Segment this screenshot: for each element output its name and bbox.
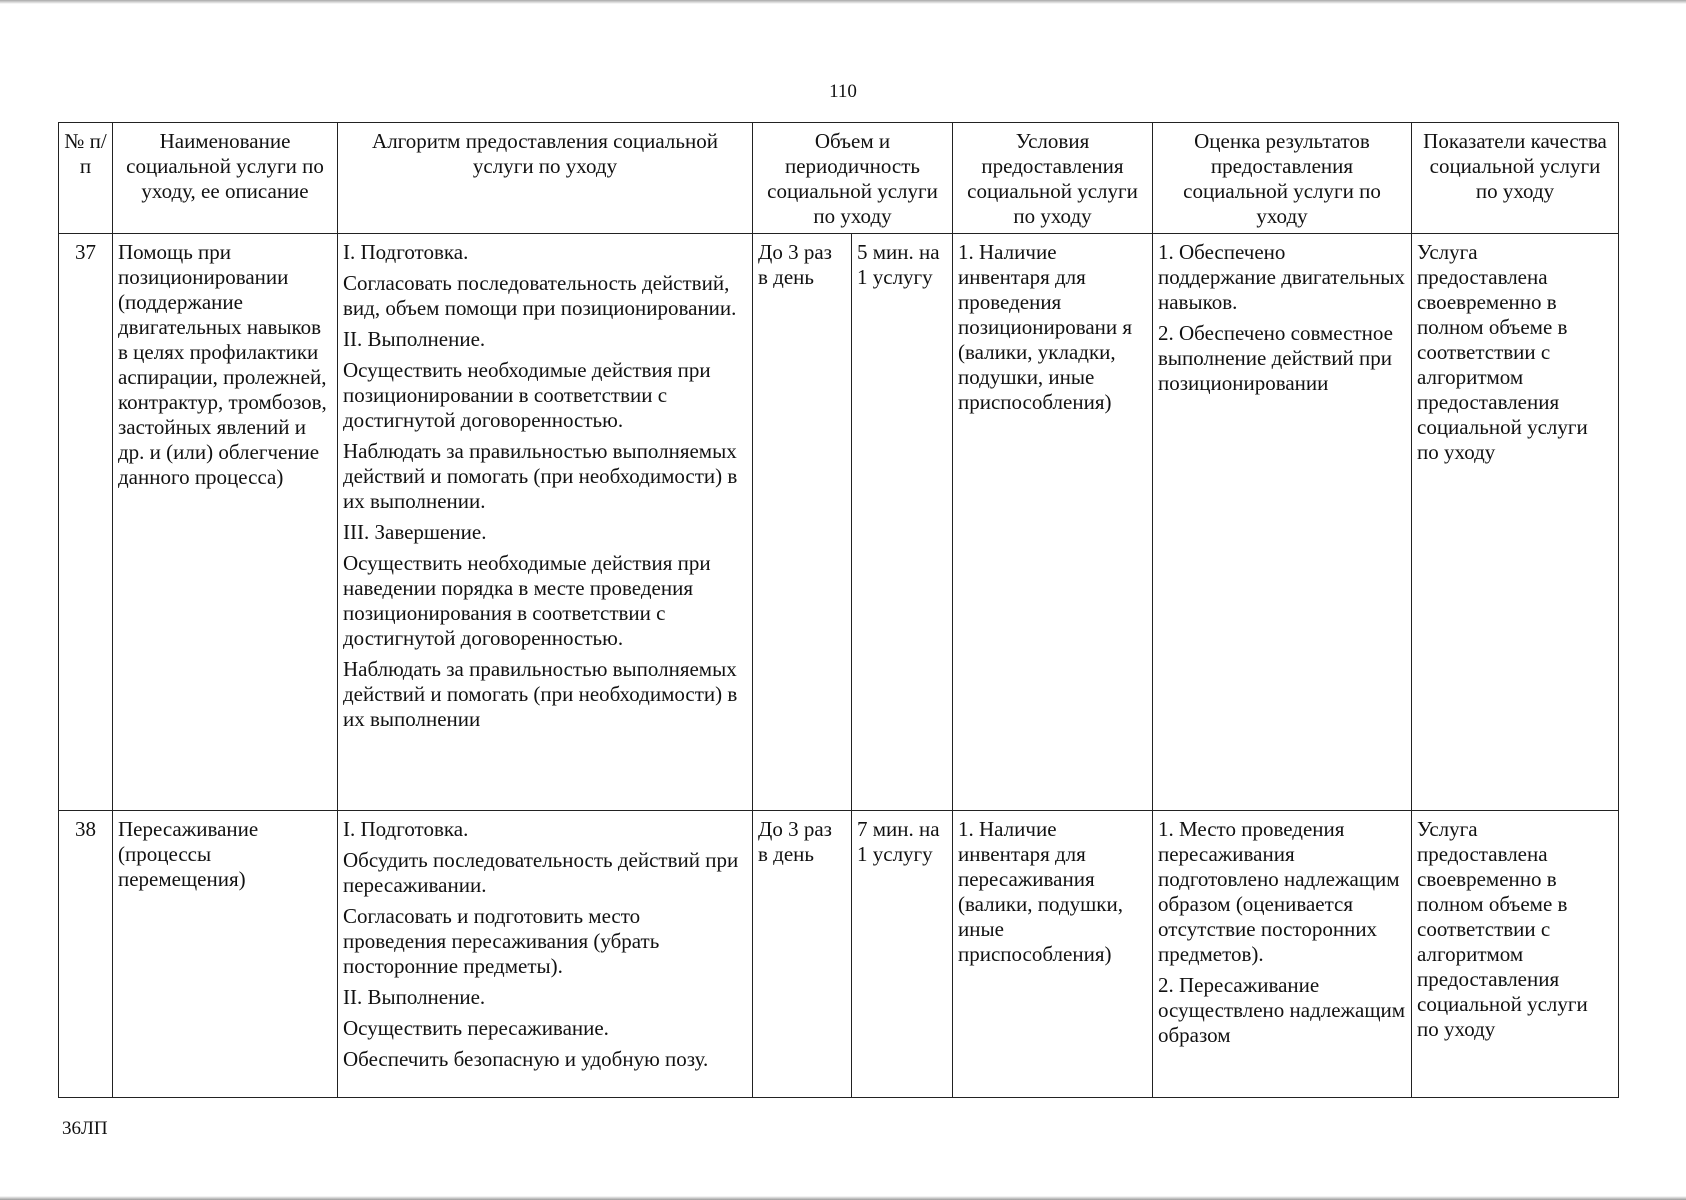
page-number: 110 — [829, 81, 857, 102]
service-evaluation — [1153, 811, 1412, 1098]
header-row — [59, 123, 1619, 234]
service-name: Помощь при позиционировании (поддержание двигательных навыков в целях профилактики аспирации, пролежней, контрактур, тромбозов, застойных явлений и др. и (или) облегчение данного процесса) — [113, 234, 338, 811]
header-conditions: Условия предоставления социальной услуги по уходу — [953, 123, 1153, 234]
scan-edge-top — [0, 0, 1686, 4]
header-num: № п/п — [59, 123, 113, 234]
service-evaluation — [1153, 234, 1412, 811]
footer-code: 36ЛП — [62, 1118, 108, 1139]
header-algorithm: Алгоритм предоставления социальной услуги по уходу — [338, 123, 753, 234]
algorithm-step: Наблюдать за правильностью выполняемых действий и помогать (при необходимости) в их выполнении. — [343, 439, 738, 513]
table-row — [59, 234, 1619, 811]
algorithm-step: Осуществить необходимые действия при наведении порядка в месте проведения позиционирования в соответствии с достигнутой договоренностью. — [343, 551, 711, 650]
scan-edge-bottom — [0, 1196, 1686, 1200]
service-duration: 5 мин. на 1 услугу — [852, 234, 953, 811]
service-duration: 7 мин. на 1 услугу — [852, 811, 953, 1098]
algorithm-step: Осуществить необходимые действия при позиционировании в соответствии с достигнутой договоренностью. — [343, 358, 711, 432]
algorithm-step: Обсудить последовательность действий при пересаживании. — [343, 848, 739, 897]
header-quality: Показатели качества социальной услуги по уходу — [1412, 123, 1619, 234]
service-quality: Услуга предоставлена своевременно в полном объеме в соответствии с алгоритмом предоставления социальной услуги по уходу — [1412, 811, 1619, 1098]
service-conditions: 1. Наличие инвентаря для пересаживания (валики, подушки, иные приспособления) — [953, 811, 1153, 1098]
algorithm-step: Осуществить пересаживание. — [343, 1016, 609, 1040]
service-conditions: 1. Наличие инвентаря для проведения позиционировани я (валики, укладки, подушки, иные приспособления) — [953, 234, 1153, 811]
service-quality: Услуга предоставлена своевременно в полном объеме в соответствии с алгоритмом предоставления социальной услуги по уходу — [1412, 234, 1619, 811]
algorithm-step: I. Подготовка. — [343, 817, 469, 841]
algorithm-step: II. Выполнение. — [343, 327, 486, 351]
services-table — [58, 122, 1619, 1098]
table-row — [59, 811, 1619, 1098]
row-number: 38 — [59, 811, 113, 1098]
evaluation-item: 1. Место проведения пересаживания подготовлено надлежащим образом (оценивается отсутствие посторонних предметов). — [1158, 817, 1400, 966]
algorithm-step: Обеспечить безопасную и удобную позу. — [343, 1047, 709, 1071]
service-algorithm — [338, 811, 753, 1098]
evaluation-item: 2. Обеспечено совместное выполнение действий при позиционировании — [1158, 321, 1393, 395]
service-frequency: До 3 раз в день — [753, 234, 852, 811]
row-number: 37 — [59, 234, 113, 811]
service-frequency: До 3 раз в день — [753, 811, 852, 1098]
header-name: Наименование социальной услуги по уходу, ее описание — [113, 123, 338, 234]
service-name: Пересаживание (процессы перемещения) — [113, 811, 338, 1098]
algorithm-step: Согласовать последовательность действий, вид, объем помощи при позиционировании. — [343, 271, 737, 320]
algorithm-step: Согласовать и подготовить место проведения пересаживания (убрать посторонние предметы). — [343, 904, 660, 978]
algorithm-step: I. Подготовка. — [343, 240, 469, 264]
evaluation-item: 1. Обеспечено поддержание двигательных навыков. — [1158, 240, 1405, 314]
algorithm-step: II. Выполнение. — [343, 985, 486, 1009]
header-evaluation: Оценка результатов предоставления социальной услуги по уходу — [1153, 123, 1412, 234]
evaluation-item: 2. Пересаживание осуществлено надлежащим образом — [1158, 973, 1406, 1047]
service-algorithm — [338, 234, 753, 811]
header-volume: Объем и периодичность социальной услуги по уходу — [753, 123, 953, 234]
algorithm-step: III. Завершение. — [343, 520, 487, 544]
algorithm-step: Наблюдать за правильностью выполняемых действий и помогать (при необходимости) в их выполнении — [343, 657, 738, 731]
